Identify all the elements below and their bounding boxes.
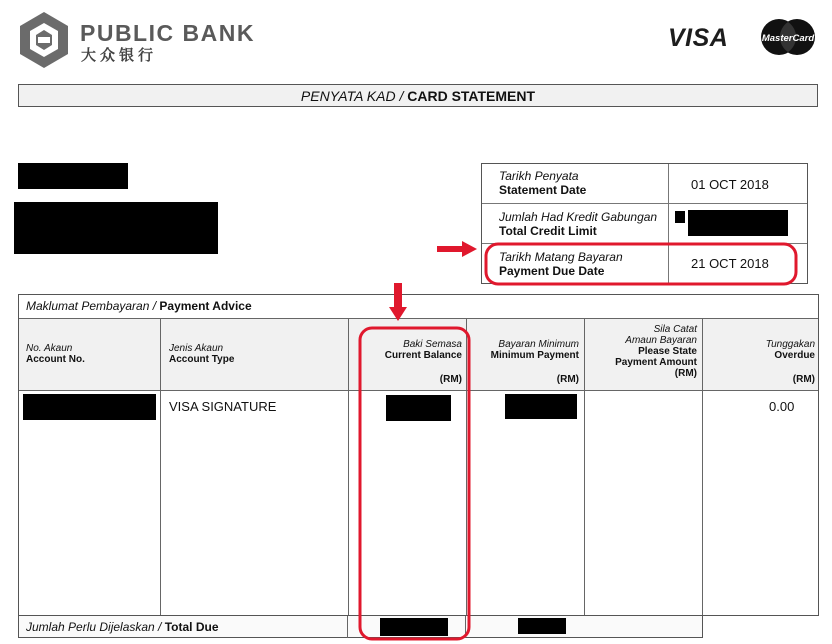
mastercard-text: MasterCard bbox=[761, 33, 815, 44]
visa-logo: VISA bbox=[668, 24, 729, 52]
col-minimum-payment: Bayaran Minimum Minimum Payment (RM) bbox=[490, 339, 579, 385]
bank-name-chinese: 大众银行 bbox=[81, 47, 158, 64]
col-overdue: Tunggakan Overdue (RM) bbox=[765, 339, 815, 385]
title-english: CARD STATEMENT bbox=[407, 88, 536, 104]
payment-advice-title: Maklumat Pembayaran / Payment Advice bbox=[26, 299, 252, 313]
credit-limit-label-ms: Jumlah Had Kredit Gabungan bbox=[499, 210, 658, 224]
col-account-type: Jenis Akaun Account Type bbox=[169, 343, 235, 365]
statement-date-label-ms: Tarikh Penyata bbox=[499, 169, 579, 183]
title-malay: PENYATA KAD / bbox=[300, 88, 408, 104]
due-date-highlight bbox=[486, 244, 796, 284]
col-account-no: No. Akaun Account No. bbox=[26, 343, 85, 365]
credit-limit-label: Total Credit Limit bbox=[499, 224, 597, 238]
arrow-down-icon bbox=[389, 283, 407, 321]
current-balance-highlight bbox=[360, 328, 469, 639]
bank-name: PUBLIC BANK bbox=[80, 20, 255, 46]
statement-date-label: Statement Date bbox=[499, 183, 587, 197]
account-type-value: VISA SIGNATURE bbox=[169, 399, 277, 414]
due-date-label: Payment Due Date bbox=[499, 264, 605, 278]
col-payment-amount: Sila Catat Amaun Bayaran Please State Payment Amount (RM) bbox=[615, 324, 697, 379]
overdue-value: 0.00 bbox=[769, 399, 795, 414]
due-date-value: 21 OCT 2018 bbox=[691, 256, 769, 271]
due-date-label-ms: Tarikh Matang Bayaran bbox=[499, 250, 623, 264]
statement-date-value: 01 OCT 2018 bbox=[691, 177, 769, 192]
col-current-balance: Baki Semasa Current Balance (RM) bbox=[384, 339, 462, 385]
total-due-row: Jumlah Perlu Dijelaskan / Total Due bbox=[18, 616, 703, 638]
arrow-right-icon bbox=[437, 241, 477, 257]
